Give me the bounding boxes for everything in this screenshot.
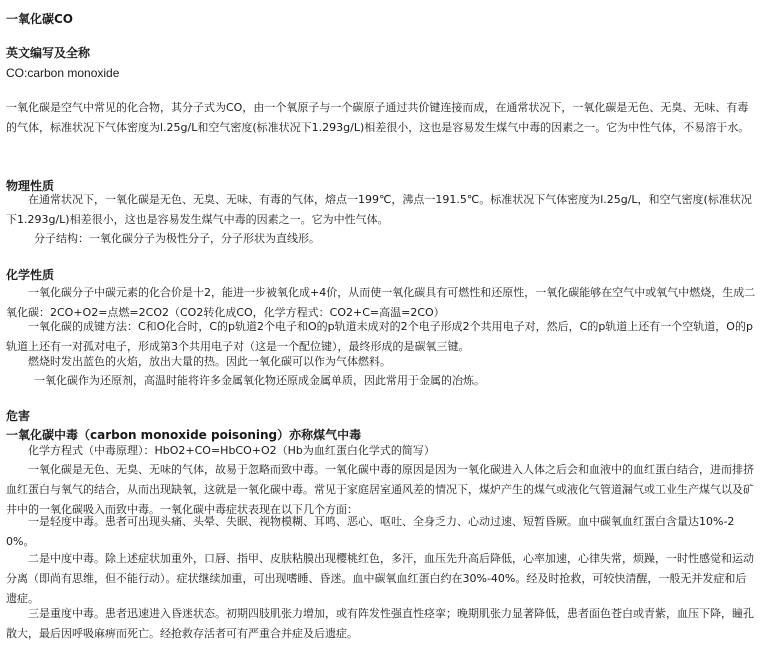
hazard-heading: 危害 [6, 409, 31, 423]
hazard-paragraph-5: 三是重度中毒。患者迅速进入昏迷状态。初期四肢肌张力增加，或有阵发性强直性痉挛；晚期肌张力显著降低，患者面色苍白或青紫，血压下降，瞳孔散大，最后因呼吸麻痹而死亡。经抢救存活者可有严重合并症及后遗症。 [6, 607, 754, 640]
chemical-paragraph-4: 一氧化碳作为还原剂，高温时能将许多金属氧化物还原成金属单质，因此常用于金属的冶炼。 [34, 374, 485, 387]
chemical-paragraph-1: 一氧化碳分子中碳元素的化合价是十2，能进一步被氧化成+4价，从而使一氧化碳具有可燃性和还原性，一氧化碳能够在空气中或氧气中燃烧，生成二氧化碳：2CO+O2=点燃=2CO2（CO2转化成CO，化学方程式：CO2+C=高温=2CO） [6, 286, 756, 319]
physical-heading: 物理性质 [6, 179, 55, 193]
page-title: 一氧化碳CO [6, 12, 74, 26]
english-heading: 英文编写及全称 [6, 46, 91, 60]
physical-paragraph-1: 在通常状况下，一氧化碳是无色、无臭、无味、有毒的气体，熔点一199℃，沸点一191.5℃。标准状况下气体密度为l.25g/L，和空气密度(标准状况下1.293g/L)相差很小，这也是容易发生煤气中毒的因素之一。它为中性气体。 [6, 193, 752, 226]
hazard-subheading: 一氧化碳中毒（carbon monoxide poisoning）亦称煤气中毒 [6, 428, 362, 442]
chemical-paragraph-3: 燃烧时发出蓝色的火焰，放出大量的热。因此一氧化碳可以作为气体燃料。 [28, 355, 391, 368]
hazard-paragraph-4: 二是中度中毒。除上述症状加重外，口唇、指甲、皮肤粘膜出现樱桃红色，多汗，血压先升高后降低，心率加速，心律失常，烦躁，一时性感觉和运动分离（即尚有思维，但不能行动）。症状继续加重，可出现嗜睡、昏迷。血中碳氧血红蛋白约在30%-40%。经及时抢救，可较快清醒，一般无并发症和后遗症。 [6, 552, 754, 605]
hazard-paragraph-2: 一氧化碳是无色、无臭、无味的气体，故易于忽略而致中毒。一氧化碳中毒的原因是因为一氧化碳进入人体之后会和血液中的血红蛋白结合，进而排挤血红蛋白与氧气的结合，从而出现缺氧，这就是一氧化碳中毒。常见于家庭居室通风差的情况下，煤炉产生的煤气或液化气管道漏气或工业生产煤气以及矿井中的一氧化碳吸入而致中毒。一氧化碳中毒症状表现在以下几个方面： [6, 463, 754, 516]
english-line: CO:carbon monoxide [6, 66, 120, 80]
chemical-paragraph-2: 一氧化碳的成键方法：C和O化合时，C的p轨道2个电子和O的p轨道未成对的2个电子形成2个共用电子对，然后，C的p轨道上还有一个空轨道，O的p轨道上还有一对孤对电子，形成第3个共用电子对（这是一个配位键），最终形成的是碳氧三键。 [6, 320, 753, 353]
physical-paragraph-2: 分子结构：一氧化碳分子为极性分子，分子形状为直线形。 [34, 232, 320, 245]
intro-paragraph: 一氧化碳是空气中常见的化合物，其分子式为CO，由一个氧原子与一个碳原子通过共价键连接而成，在通常状况下，一氧化碳是无色、无臭、无味、有毒的气体，标准状况下气体密度为l.25g/L和空气密度(标准状况下1.293g/L)相差很小，这也是容易发生煤气中毒的因素之一。它为中性气体，不易溶于水。 [6, 101, 750, 134]
chemical-heading: 化学性质 [6, 268, 55, 282]
hazard-paragraph-3: 一是轻度中毒。患者可出现头痛、头晕、失眠、视物模糊、耳鸣、恶心、呕吐、全身乏力、心动过速、短暂昏厥。血中碳氧血红蛋白含量达10%-20%。 [6, 515, 735, 548]
hazard-paragraph-1: 化学方程式（中毒原理）：HbO2+CO=HbCO+O2（Hb为血红蛋白化学式的简写） [28, 444, 435, 457]
